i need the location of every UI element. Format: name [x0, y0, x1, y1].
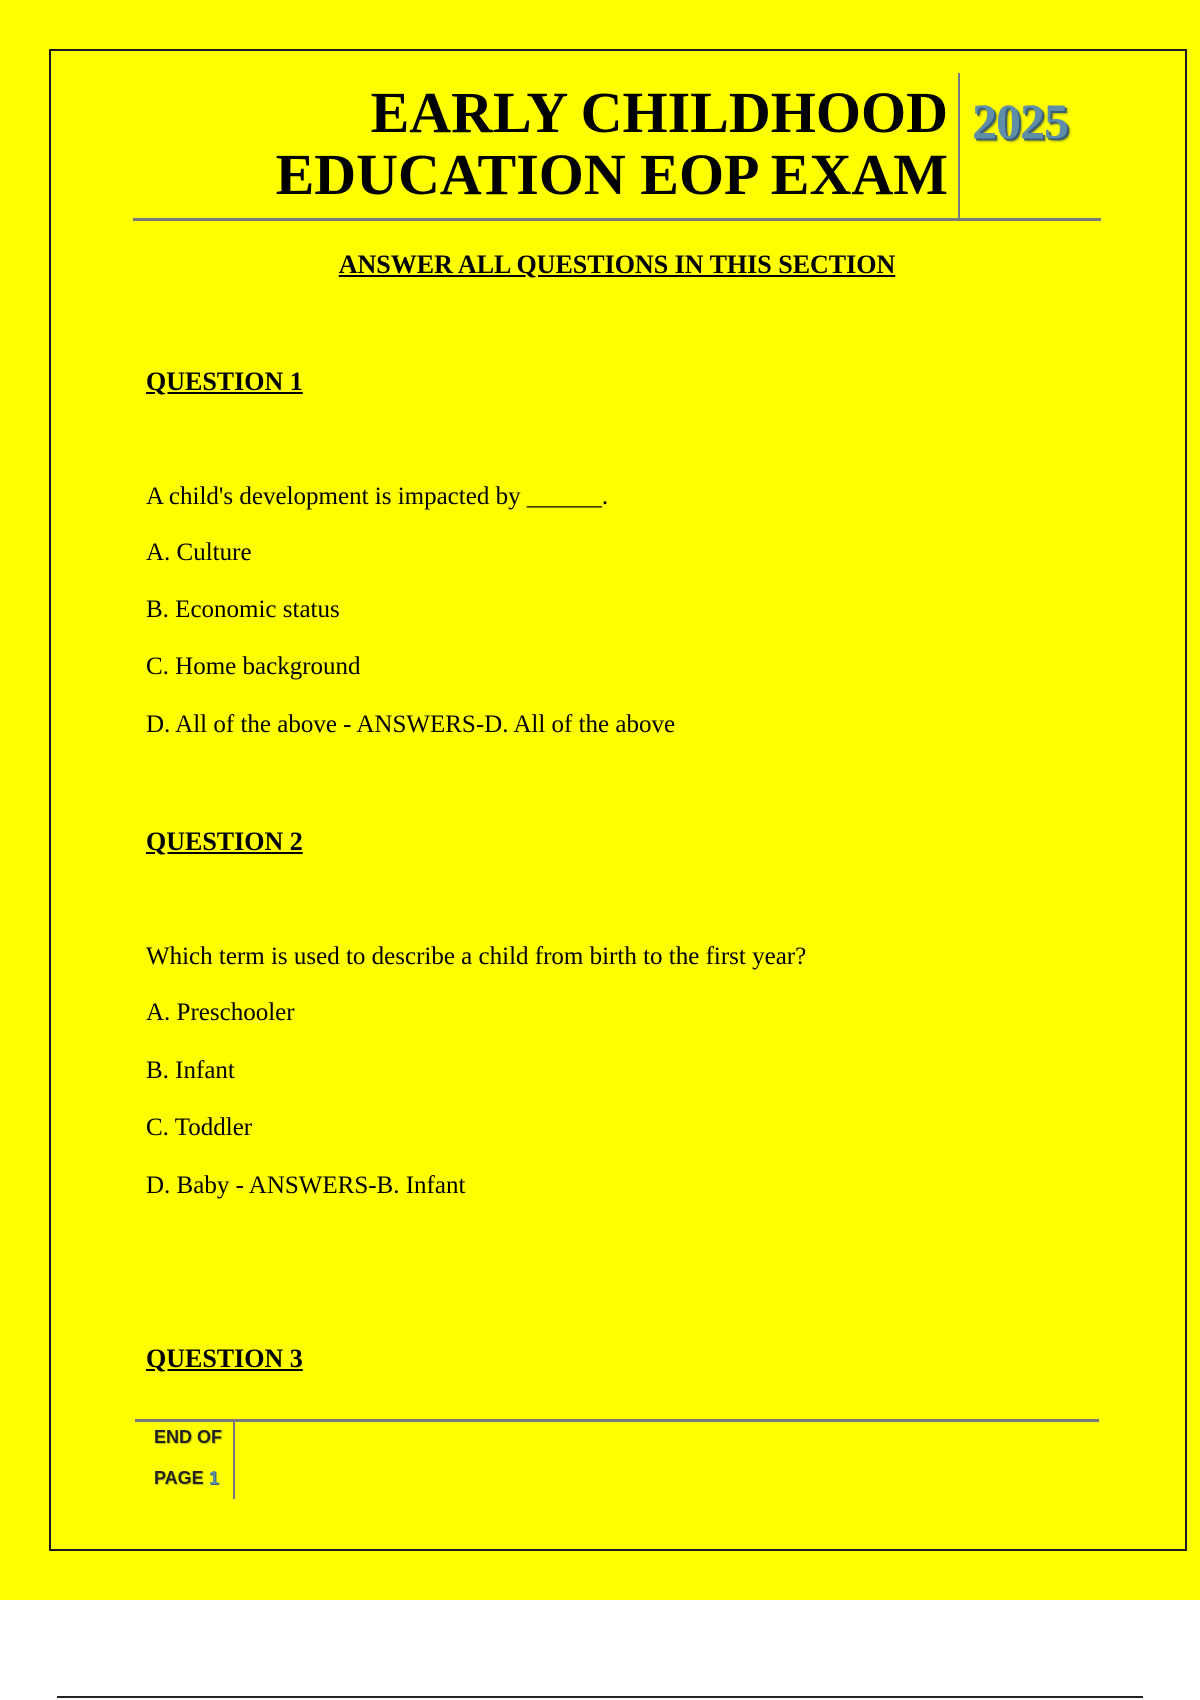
header-rule: [133, 218, 1101, 221]
footer-page-number: 1: [208, 1468, 219, 1488]
question-1-option-b: B. Economic status: [146, 596, 340, 623]
exam-title-line-2: EDUCATION EOP EXAM: [275, 142, 948, 207]
bottom-rule: [57, 1696, 1143, 1698]
question-2-option-a: A. Preschooler: [146, 999, 295, 1026]
question-2-prompt: Which term is used to describe a child from birth to the first year?: [146, 943, 807, 970]
question-3-heading: QUESTION 3: [146, 1344, 303, 1373]
section-instruction: ANSWER ALL QUESTIONS IN THIS SECTION: [338, 250, 896, 279]
footer-rule: [135, 1419, 1099, 1422]
question-1-option-a: A. Culture: [146, 539, 252, 566]
exam-title-line-1: EARLY CHILDHOOD: [370, 80, 948, 145]
footer-page-label: [154, 1468, 219, 1489]
question-2-option-b: B. Infant: [146, 1057, 235, 1084]
exam-title: [276, 82, 948, 206]
header-divider: [958, 73, 960, 218]
question-2-option-d: D. Baby - ANSWERS-B. Infant: [146, 1172, 466, 1199]
question-1-heading: QUESTION 1: [146, 367, 303, 396]
footer-end-of: END OF: [154, 1427, 223, 1447]
question-1-option-c: C. Home background: [146, 653, 361, 680]
exam-year: 2025: [972, 93, 1068, 149]
question-2-heading: QUESTION 2: [146, 827, 303, 856]
question-2-option-c: C. Toddler: [146, 1114, 253, 1141]
footer-divider: [233, 1421, 235, 1499]
footer-page-word: PAGE: [154, 1468, 204, 1488]
question-1-prompt: A child's development is impacted by ______.: [146, 483, 609, 510]
question-1-option-d: D. All of the above - ANSWERS-D. All of the above: [146, 711, 676, 738]
